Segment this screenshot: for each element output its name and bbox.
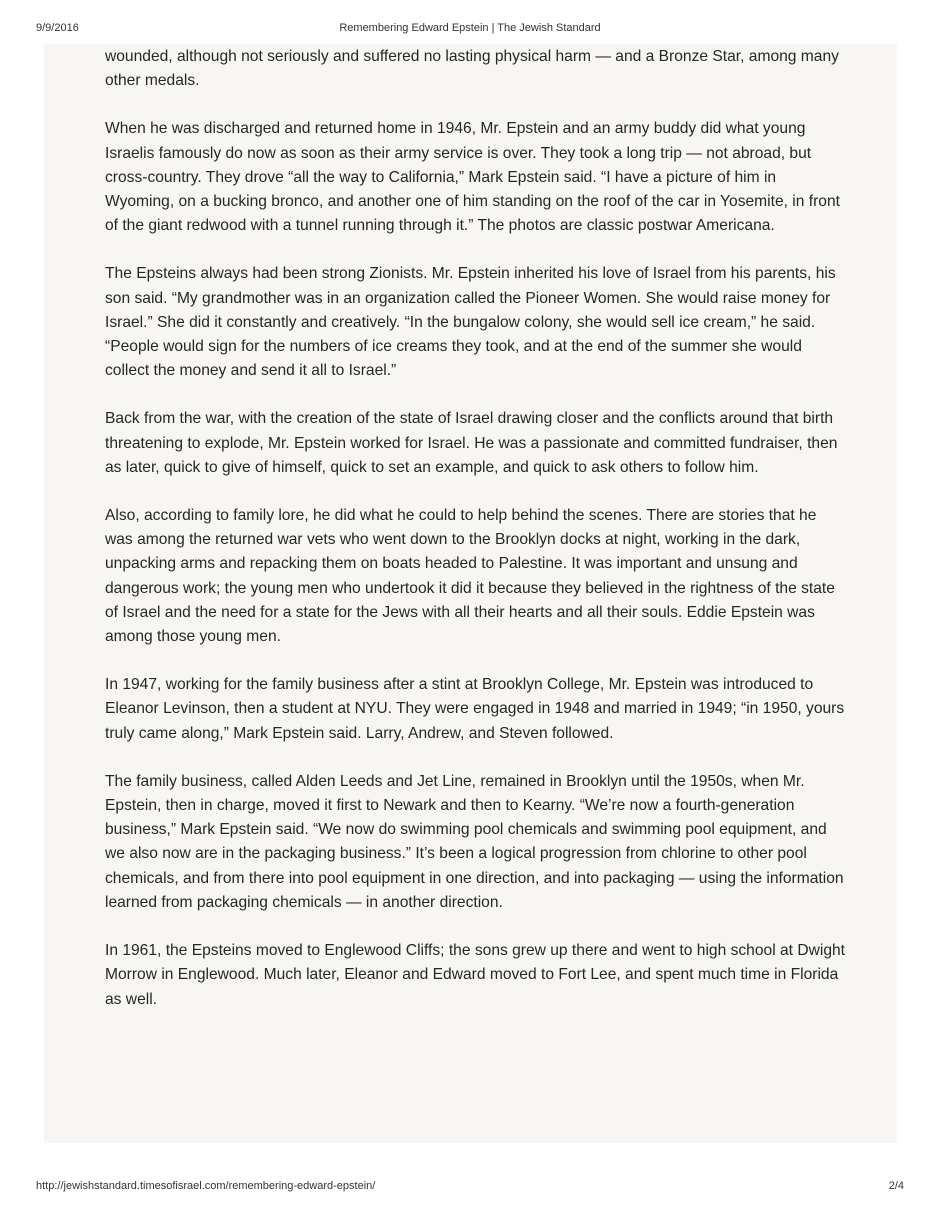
print-header [36, 22, 904, 38]
article-paragraph: In 1961, the Epsteins moved to Englewood Cliffs; the sons grew up there and went to high school at Dwight Morrow in Englewood. Much later, Eleanor and Edward moved to Fort Lee, and spent much time in Florida as well. [105, 942, 845, 1008]
article-content-area [44, 44, 897, 1143]
article-paragraph: Back from the war, with the creation of the state of Israel drawing closer and the conflicts around that birth threatening to explode, Mr. Epstein worked for Israel. He was a passionate and committed fundraiser, then as later, quick to give of himself, quick to set an example, and quick to ask others to follow him. [105, 410, 838, 476]
print-url: http://jewishstandard.timesofisrael.com/remembering-edward-epstein/ [36, 1180, 376, 1192]
article-body [105, 44, 845, 1036]
article-paragraph: The family business, called Alden Leeds and Jet Line, remained in Brooklyn until the 1950s, when Mr. Epstein, then in charge, moved it first to Newark and then to Kearny. “We’re now a fourth-generation business,” Mark Epstein said. “We now do swimming pool chemicals and swimming pool equipment, and we also now are in the packaging business.” It’s been a logical progression from chlorine to other pool chemicals, and from there into pool equipment in one direction, and into packaging — using the information learned from packaging chemicals — in another direction. [105, 772, 844, 911]
print-date: 9/9/2016 [36, 22, 79, 34]
article-paragraph: Also, according to family lore, he did what he could to help behind the scenes. There are stories that he was among the returned war vets who went down to the Brooklyn docks at night, working in the dark, unpacking arms and repacking them on boats headed to Palestine. It was important and unsung and dangerous work; the young men who undertook it did it because they believed in the rightness of the state of Israel and the need for a state for the Jews with all their hearts and all their souls. Eddie Epstein was among those young men. [105, 507, 835, 646]
article-paragraph: In 1947, working for the family business after a stint at Brooklyn College, Mr. Epstein was introduced to Eleanor Levinson, then a student at NYU. They were engaged in 1948 and married in 1949; “in 1950, yours truly came along,” Mark Epstein said. Larry, Andrew, and Steven followed. [105, 676, 845, 742]
page-number: 2/4 [888, 1180, 904, 1192]
print-page-title: Remembering Edward Epstein | The Jewish Standard [339, 22, 601, 34]
article-paragraph: The Epsteins always had been strong Zionists. Mr. Epstein inherited his love of Israel from his parents, his son said. “My grandmother was in an organization called the Pioneer Women. She would raise money for Israel.” She did it constantly and creatively. “In the bungalow colony, she would sell ice cream,” he said. “People would sign for the numbers of ice creams they took, and at the end of the summer she would collect the money and send it all to Israel.” [105, 265, 836, 380]
print-footer [36, 1180, 904, 1196]
article-paragraph: wounded, although not seriously and suffered no lasting physical harm — and a Bronze Star, among many other medals. [105, 48, 839, 90]
article-paragraph: When he was discharged and returned home in 1946, Mr. Epstein and an army buddy did what young Israelis famously do now as soon as their army service is over. They took a long trip — not abroad, but cross-country. They drove “all the way to California,” Mark Epstein said. “I have a picture of him in Wyoming, on a bucking bronco, and another one of him standing on the roof of the car in Yosemite, in front of the giant redwood with a tunnel running through it.” The photos are classic postwar Americana. [105, 120, 840, 235]
